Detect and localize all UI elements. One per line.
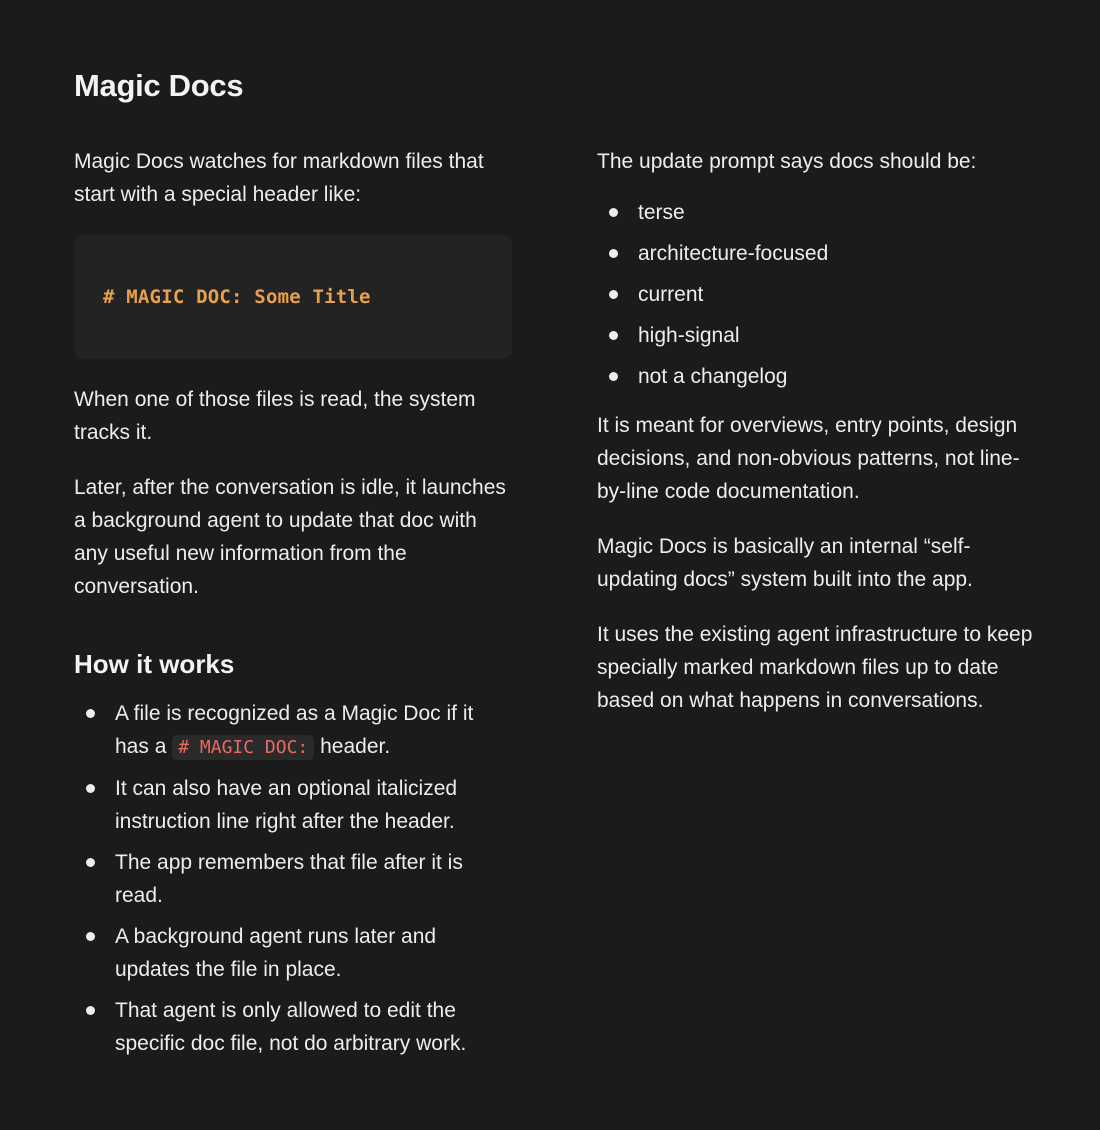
page-title: Magic Docs xyxy=(74,68,244,103)
inline-code: # MAGIC DOC: xyxy=(172,735,314,760)
infrastructure-paragraph: It uses the existing agent infrastructure to keep specially marked markdown files up to date based on what happens in conversations. xyxy=(597,623,1033,712)
quality-text: architecture-focused xyxy=(638,242,829,265)
meant-for-paragraph: It is meant for overviews, entry points, design decisions, and non-obvious patterns, not line-by-line code documentation. xyxy=(597,414,1020,503)
bullet-icon xyxy=(609,208,618,217)
update-prompt-lead: The update prompt says docs should be: xyxy=(597,150,977,173)
list-item xyxy=(74,920,512,986)
list-item-text: That agent is only allowed to edit the specific doc file, not do arbitrary work. xyxy=(115,999,467,1055)
list-item xyxy=(597,278,1037,311)
list-item-text: It can also have an optional italicized instruction line right after the header. xyxy=(115,777,458,833)
basically-paragraph: Magic Docs is basically an internal “self-updating docs” system built into the app. xyxy=(597,535,973,591)
bullet-icon xyxy=(609,372,618,381)
list-item-text: A background agent runs later and updates the file in place. xyxy=(115,925,437,981)
quality-text: terse xyxy=(638,201,685,224)
list-item xyxy=(597,319,1037,352)
quality-text: high-signal xyxy=(638,324,740,347)
how-it-works-list xyxy=(74,697,512,1060)
later-paragraph: Later, after the conversation is idle, it launches a background agent to update that doc with any useful new information from the conversation. xyxy=(74,476,506,598)
bullet-icon xyxy=(609,249,618,258)
bullet-icon xyxy=(609,290,618,299)
list-item xyxy=(597,196,1037,229)
bullet-icon xyxy=(86,932,95,941)
quality-text: current xyxy=(638,283,704,306)
list-item xyxy=(597,360,1037,393)
list-item xyxy=(74,994,512,1060)
qualities-list xyxy=(597,196,1037,393)
right-column xyxy=(597,145,1037,739)
list-item-text-after: header. xyxy=(314,735,391,758)
bullet-icon xyxy=(86,709,95,718)
list-item xyxy=(74,772,512,838)
quality-text: not a changelog xyxy=(638,365,788,388)
left-column xyxy=(74,145,512,1068)
read-paragraph: When one of those files is read, the system tracks it. xyxy=(74,388,476,444)
intro-paragraph: Magic Docs watches for markdown files that start with a special header like: xyxy=(74,150,484,206)
list-item xyxy=(74,697,512,764)
bullet-icon xyxy=(86,1006,95,1015)
bullet-icon xyxy=(609,331,618,340)
how-it-works-heading: How it works xyxy=(74,649,235,679)
list-item-text-before: A file is recognized as a Magic Doc if it has a xyxy=(115,702,474,758)
code-block xyxy=(74,235,512,359)
list-item-text: The app remembers that file after it is read. xyxy=(115,851,463,907)
bullet-icon xyxy=(86,784,95,793)
bullet-icon xyxy=(86,858,95,867)
list-item xyxy=(597,237,1037,270)
code-block-text: # MAGIC DOC: Some Title xyxy=(103,286,371,308)
list-item xyxy=(74,846,512,912)
